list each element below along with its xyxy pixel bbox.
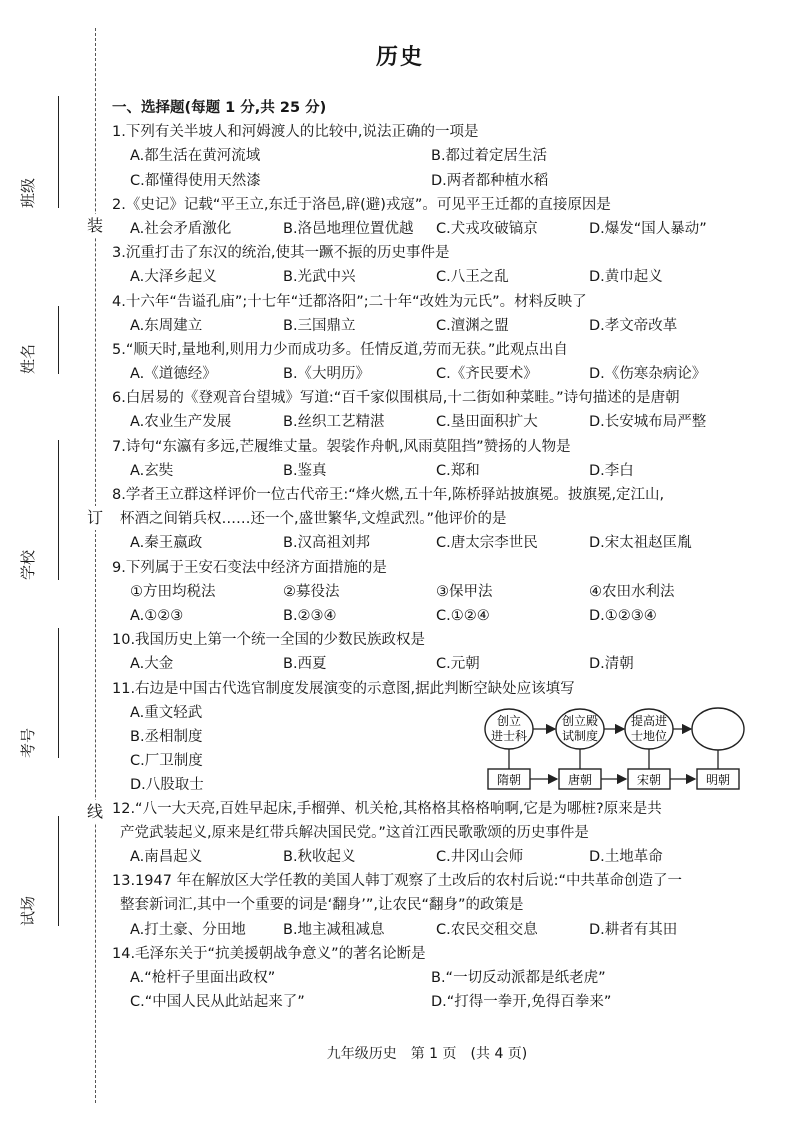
option-row [112, 604, 772, 628]
statement-4: ④农田水利法 [589, 583, 675, 600]
selection-system-diagram [482, 703, 748, 795]
question-12 [112, 797, 772, 870]
question-3 [112, 241, 772, 289]
question-14 [112, 942, 772, 1015]
option-d: D.八股取士 [130, 776, 204, 793]
option-b: B.三国鼎立 [283, 317, 356, 334]
option-c: C.农民交租交息 [436, 921, 538, 938]
binding-mark-zhuang: 装 [81, 214, 109, 238]
question-stem-cont: 整套新词汇,其中一个重要的词是‘翻身’”,让农民“翻身”的政策是 [120, 897, 524, 914]
field-exam-room: 试场 [22, 816, 78, 926]
exam-content [112, 96, 772, 1014]
oval-1-line-1: 创立 [496, 713, 522, 728]
box-ming-label: 明朝 [705, 772, 731, 787]
question-9 [112, 556, 772, 629]
question-4 [112, 290, 772, 338]
option-d: D.《伤寒杂病论》 [589, 366, 707, 383]
oval-3-line-1: 提高进 [630, 713, 668, 728]
question-stem: 4.十六年“告谥孔庙”;十七年“迁都洛阳”;二十年“改姓为元氏”。材料反映了 [112, 293, 587, 310]
oval-2-line-1: 创立殿 [561, 713, 599, 728]
option-d: D.宋太祖赵匡胤 [589, 535, 692, 552]
option-a: A.大泽乡起义 [130, 269, 217, 286]
page-footer: 九年级历史 第 1 页 (共 4 页) [326, 1046, 528, 1062]
option-row [112, 169, 772, 193]
option-a: A.秦王嬴政 [130, 535, 203, 552]
section-header: 一、选择题(每题 1 分,共 25 分) [112, 100, 327, 116]
option-row [112, 459, 772, 483]
question-8 [112, 483, 772, 556]
option-c: C.八王之乱 [436, 269, 509, 286]
question-stem: 14.毛泽东关于“抗美援朝战争意义”的著名论断是 [112, 945, 426, 962]
option-a: A.都生活在黄河流域 [130, 148, 261, 165]
option-b: B.西夏 [283, 656, 327, 673]
box-tang-label: 唐朝 [567, 772, 593, 787]
question-stem: 10.我国历史上第一个统一全国的少数民族政权是 [112, 632, 426, 649]
question-13 [112, 869, 772, 942]
option-b: B.“一切反动派都是纸老虎” [431, 970, 606, 986]
oval-1-line-2: 进士科 [490, 728, 528, 743]
statement-1: ①方田均税法 [130, 583, 216, 600]
binding-margin [0, 0, 110, 1123]
option-row [112, 314, 772, 338]
option-b: B.汉高祖刘邦 [283, 535, 371, 552]
box-sui-label: 隋朝 [496, 772, 522, 787]
option-a: A.东周建立 [130, 317, 203, 334]
question-stem-cont: 产党武装起义,原来是红带兵解决国民党。”这首江西民歌歌颂的历史事件是 [120, 824, 589, 841]
option-d: D.①②③④ [589, 607, 657, 624]
field-class-line [58, 96, 59, 208]
option-c: C.井冈山会师 [436, 849, 524, 866]
question-stem: 2.《史记》记载“平王立,东迁于洛邑,辟(避)戎寇”。可见平王迁都的直接原因是 [112, 196, 611, 213]
option-b: B.光武中兴 [283, 269, 356, 286]
option-row [112, 652, 772, 676]
binding-dashed-line [95, 28, 96, 1103]
option-a: A.大金 [130, 656, 174, 673]
option-c: C.“中国人民从此站起来了” [130, 994, 305, 1011]
question-7 [112, 435, 772, 483]
option-c: C.犬戎攻破镐京 [436, 220, 538, 237]
option-d: D.清朝 [589, 656, 634, 673]
option-a: A.“枪杆子里面出政权” [130, 970, 276, 986]
option-c: C.厂卫制度 [130, 752, 203, 769]
option-a: A.南昌起义 [130, 849, 203, 866]
binding-mark-xian: 线 [81, 800, 109, 824]
option-d: D.“打得一拳开,免得百拳来” [431, 994, 612, 1011]
field-exam-number-line [58, 628, 59, 758]
oval-2-line-2: 试制度 [561, 728, 599, 743]
statement-3: ③保甲法 [436, 583, 493, 600]
statement-2: ②募役法 [283, 583, 340, 600]
question-stem: 3.沉重打击了东汉的统治,使其一蹶不振的历史事件是 [112, 245, 450, 262]
option-c: C.垦田面积扩大 [436, 414, 538, 431]
option-d: D.李白 [589, 462, 634, 479]
question-stem: 8.学者王立群这样评价一位古代帝王:“烽火燃,五十年,陈桥驿站披旗冕。披旗冕,定江山, [112, 487, 665, 503]
field-class: 班级 [22, 96, 78, 208]
question-stem: 1.下列有关半坡人和河姆渡人的比较中,说法正确的一项是 [112, 124, 479, 141]
option-a: A.农业生产发展 [130, 414, 232, 431]
option-b: B.鉴真 [283, 462, 327, 479]
option-a: A.《道德经》 [130, 366, 217, 383]
oval-3-line-2: 士地位 [630, 728, 668, 743]
field-name: 姓名 [22, 306, 78, 374]
question-10 [112, 628, 772, 676]
field-school: 学校 [22, 440, 78, 580]
option-a: A.重文轻武 [130, 704, 203, 721]
page-title: 历史 [375, 45, 424, 70]
question-stem: 9.下列属于王安石变法中经济方面措施的是 [112, 559, 387, 576]
option-row [112, 531, 772, 555]
option-column [130, 701, 204, 797]
question-stem: 13.1947 年在解放区大学任教的美国人韩丁观察了土改后的农村后说:“中共革命创造了一 [112, 873, 682, 890]
option-row [112, 144, 772, 168]
option-row [112, 918, 772, 942]
oval-4-blank [692, 708, 744, 750]
option-c: C.唐太宗李世民 [436, 535, 538, 552]
question-1 [112, 120, 772, 193]
option-b: B.秋收起义 [283, 849, 356, 866]
question-2 [112, 193, 772, 241]
option-b: B.《大明历》 [283, 366, 371, 383]
option-b: B.②③④ [283, 607, 337, 624]
option-c: C.郑和 [436, 462, 480, 479]
question-stem: 6.白居易的《登观音台望城》写道:“百千家似围棋局,十二街如种菜畦。”诗句描述的是唐朝 [112, 390, 680, 407]
option-c: C.都懂得使用天然漆 [130, 172, 261, 189]
question-stem: 11.右边是中国古代选官制度发展演变的示意图,据此判断空缺处应该填写 [112, 680, 575, 697]
option-b: B.地主减租减息 [283, 921, 385, 938]
option-b: B.都过着定居生活 [431, 148, 548, 165]
question-6 [112, 386, 772, 434]
option-c: C.澶渊之盟 [436, 317, 509, 334]
option-a: A.①②③ [130, 607, 184, 624]
option-row [112, 362, 772, 386]
field-exam-room-line [58, 816, 59, 926]
question-stem: 5.“顺天时,量地利,则用力少而成功多。任情反道,劳而无获。”此观点出自 [112, 341, 568, 358]
option-d: D.孝文帝改革 [589, 317, 678, 334]
option-a: A.玄奘 [130, 462, 174, 479]
option-c: C.元朝 [436, 656, 480, 673]
question-5 [112, 338, 772, 386]
option-row [112, 410, 772, 434]
option-d: D.黄巾起义 [589, 269, 663, 286]
option-d: D.长安城布局严整 [589, 414, 707, 431]
statement-row [112, 580, 772, 604]
option-row [112, 966, 772, 990]
binding-mark-ding: 订 [81, 506, 109, 530]
box-song-label: 宋朝 [636, 772, 662, 787]
question-stem: 7.诗句“东瀛有多远,芒履维丈量。袈裟作舟帆,风雨莫阻挡”赞扬的人物是 [112, 438, 571, 455]
option-row [112, 990, 772, 1014]
option-a: A.打土豪、分田地 [130, 921, 246, 938]
option-row [112, 845, 772, 869]
option-b: B.丝织工艺精湛 [283, 414, 385, 431]
option-c: C.《齐民要术》 [436, 366, 538, 383]
option-row [112, 265, 772, 289]
option-d: D.耕者有其田 [589, 921, 678, 938]
field-exam-number: 考号 [22, 628, 78, 758]
field-name-line [58, 306, 59, 374]
option-b: B.洛邑地理位置优越 [283, 220, 414, 237]
option-d: D.两者都种植水稻 [431, 172, 549, 189]
option-d: D.土地革命 [589, 849, 663, 866]
question-stem-cont: 杯酒之间销兵权……还一个,盛世繁华,文煌武烈。”他评价的是 [120, 511, 507, 528]
option-row [112, 217, 772, 241]
field-school-line [58, 440, 59, 580]
question-11-body [112, 701, 772, 797]
question-stem: 12.“八一大天亮,百姓早起床,手榴弹、机关枪,其格格其格格响啊,它是为哪桩?原来是共 [112, 800, 662, 817]
option-b: B.丞相制度 [130, 728, 203, 745]
option-c: C.①②④ [436, 607, 490, 624]
option-d: D.爆发“国人暴动” [589, 220, 707, 237]
option-a: A.社会矛盾激化 [130, 220, 232, 237]
question-11 [112, 677, 772, 797]
